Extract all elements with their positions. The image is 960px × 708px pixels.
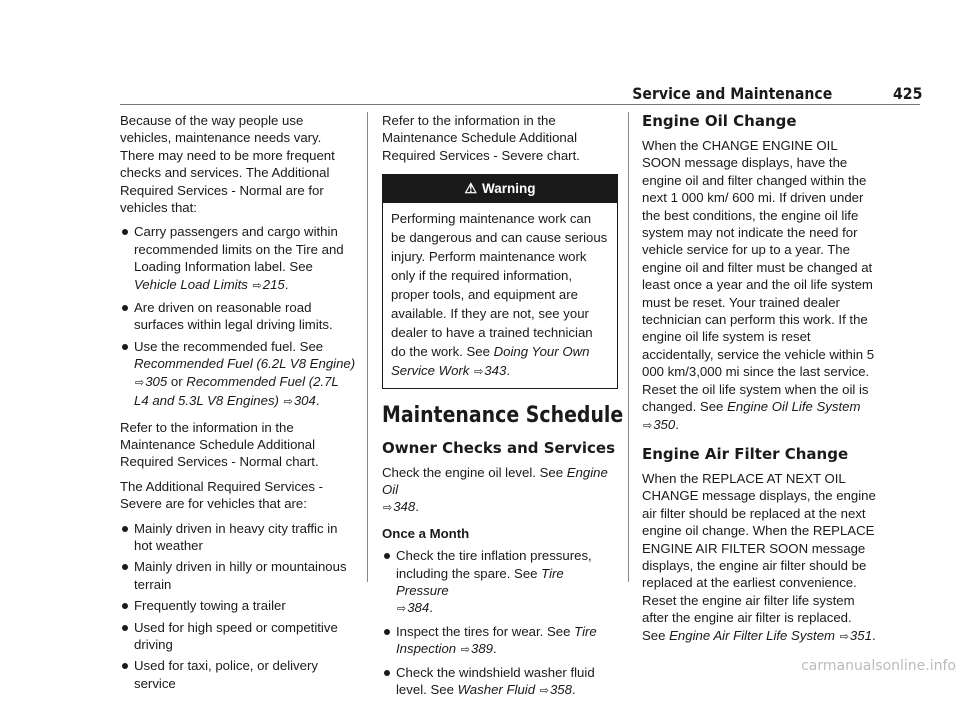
subsection-title: Engine Oil Change [642,112,797,130]
paragraph: The Additional Required Services - Severe are for vehicles that are: [120,478,324,512]
page-reference[interactable]: 351 [849,627,872,643]
subsection-title: Engine Air Filter Change [642,444,849,463]
page-ref-arrow-icon: ⇨ [135,376,145,389]
list-item: Are driven on reasonable road surfaces within legal driving limits. [120,299,356,334]
bullet-icon [122,564,128,570]
bullet-icon [122,344,128,350]
list-item: Used for high speed or competitive driving [120,619,356,654]
bullet-icon [122,663,128,669]
bullet-icon [384,553,390,559]
bullet-icon [122,625,128,631]
list-item: Use the recommended fuel. See Recommended Fuel (6.2L V8 Engine) ⇨305 or Recommended Fuel (2.7L L4 and 5.3L V8 Engines) ⇨304. [120,338,356,412]
bullet-icon [122,603,128,609]
page-reference[interactable]: 215 [262,276,285,292]
bullet-list [120,223,356,411]
paragraph: Check the engine oil level. See Engine Oil ⇨348. [382,464,608,515]
page-reference[interactable]: 389 [471,641,494,657]
list-item: Inspect the tires for wear. See Tire Inspection ⇨389. [382,623,618,660]
page-ref-arrow-icon: ⇨ [460,644,471,657]
section-title: Maintenance Schedule [382,402,624,428]
warning-title: Warning [482,181,536,197]
page-ref-arrow-icon: ⇨ [539,685,549,698]
cross-reference-link[interactable]: Recommended Fuel (2.7L L4 and 5.3L V8 Engines) [134,373,339,409]
bullet-list [120,520,356,693]
bold-label: Once a Month [382,525,470,541]
page-reference[interactable]: 343 [484,362,507,378]
bullet-icon [122,526,128,532]
list-item: Check the tire inflation pressures, including the spare. See Tire Pressure ⇨384. [382,547,618,619]
cross-reference-link[interactable]: Engine Air Filter Life System [669,627,836,643]
column-2 [382,112,624,708]
column-3 [642,112,878,653]
page-reference[interactable]: 350 [653,416,676,432]
cross-reference-link[interactable]: Engine Oil Life System [727,399,861,415]
page-ref-arrow-icon: ⇨ [397,603,407,616]
bullet-icon [122,305,128,311]
cross-reference-link[interactable]: Recommended Fuel (6.2L V8 Engine) [134,356,356,372]
warning-header [383,175,617,202]
list-item: Carry passengers and cargo within recommended limits on the Tire and Loading Information label. See Vehicle Load Limits ⇨215. [120,223,356,295]
bullet-icon [384,670,390,676]
page-reference[interactable]: 305 [145,373,168,389]
bullet-icon [384,629,390,635]
paragraph: Refer to the information in the Maintenance Schedule Additional Required Services - Severe chart. [382,113,580,163]
page-ref-arrow-icon: ⇨ [252,279,262,292]
subsection-title: Owner Checks and Services [382,438,616,457]
warning-box [382,174,618,388]
column-divider [628,112,629,582]
list-item: Check the windshield washer fluid level. See Washer Fluid ⇨358. [382,664,618,701]
page-header [0,78,960,106]
cross-reference-link[interactable]: Vehicle Load Limits [134,276,248,292]
page-ref-arrow-icon: ⇨ [474,365,484,378]
warning-body: Performing maintenance work can be dangerous and can cause serious injury. Perform maintenance work only if the required information, proper tools, and equipment are available. If they are not, see your dealer to have a trained technician do the work. See Doing Your Own Service Work ⇨343. [391,210,608,378]
cross-reference-link[interactable]: Washer Fluid [457,682,536,698]
cross-reference-link[interactable]: Tire Inspection [396,623,597,657]
warning-triangle-icon: ⚠ [464,180,478,197]
page-reference[interactable]: 384 [407,600,430,616]
page-ref-arrow-icon: ⇨ [643,419,653,432]
bullet-icon [122,229,128,235]
paragraph: Refer to the information in the Maintenance Schedule Additional Required Services - Normal chart. [120,419,319,470]
cross-reference-link[interactable]: Doing Your Own Service Work [391,343,590,378]
cross-reference-link[interactable]: Engine Oil [382,464,608,498]
paragraph: When the REPLACE AT NEXT OIL CHANGE message displays, the engine air filter should be replaced at the next engine oil change. When the REPLACE ENGINE AIR FILTER SOON message displays, the engine air filter should be replaced at the earliest convenience. Reset the engine air filter life system after the engine air filter is replaced. See Engine Air Filter Life System ⇨351. [642,470,876,643]
page-reference[interactable]: 348 [393,499,416,515]
page-ref-arrow-icon: ⇨ [839,630,849,643]
column-1 [120,112,356,699]
header-rule [120,104,840,105]
page-reference[interactable]: 304 [293,393,316,409]
cross-reference-link[interactable]: Tire Pressure [396,565,564,599]
watermark: carmanualsonline.info [801,658,956,674]
paragraph: When the CHANGE ENGINE OIL SOON message displays, have the engine oil and filter changed within the next 1 000 km/ 600 mi. If driven under the best conditions, the engine oil life system may not indicate the need for vehicle service for up to a year. The engine oil and filter must be changed at least once a year and the oil life system must be reset. Your trained dealer technician can perform this work. If the engine oil life system is reset accidentally, service the vehicle within 5 000 km/3,000 mi since the last service. Reset the oil life system when the oil is changed. See Engine Oil Life System ⇨350. [642,138,875,432]
page-ref-arrow-icon: ⇨ [383,502,393,515]
list-item: Mainly driven in hilly or mountainous terrain [120,558,356,593]
list-item: Used for taxi, police, or delivery service [120,657,356,692]
page-number: 425 [892,84,922,103]
paragraph: Because of the way people use vehicles, maintenance needs vary. There may need to be more frequent checks and services. The Additional Required Services - Normal are for vehicles that: [120,113,335,216]
list-item: Mainly driven in heavy city traffic in hot weather [120,520,356,555]
page-ref-arrow-icon: ⇨ [283,396,293,409]
header-title: Service and Maintenance [631,84,832,103]
list-item: Frequently towing a trailer [120,597,356,614]
page-reference[interactable]: 358 [549,682,572,698]
column-divider [367,112,368,582]
header-rule-right [840,104,920,105]
